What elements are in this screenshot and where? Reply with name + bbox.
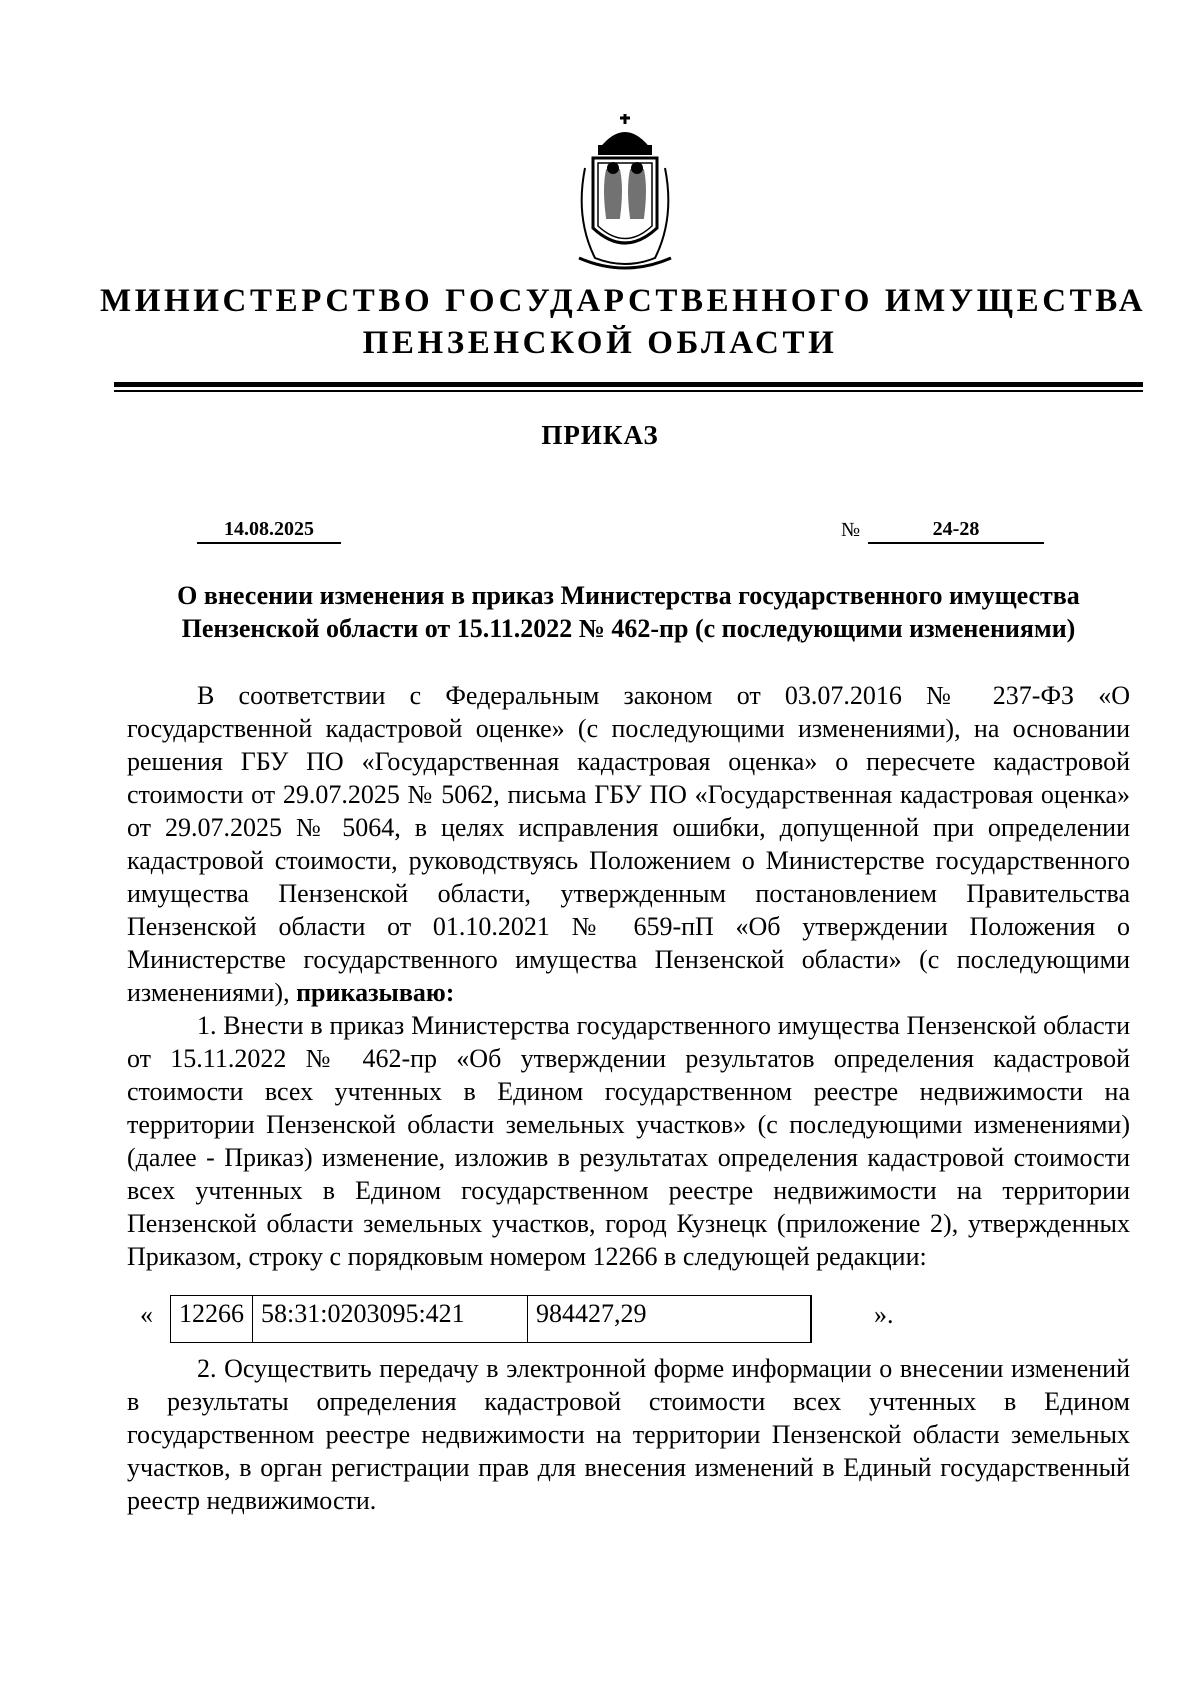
cell-row-number: 12266	[171, 1296, 253, 1343]
item-2-paragraph: 2. Осуществить передачу в электронной форме информации о внесении изменений в результаты определения кадастровой стоимости всех учтенных в Едином государственном реестре недвижимости на территории Пензенской области земельных участков, в орган регистрации прав для внесения изменений в Единый государственный реестр недвижимости.	[127, 1354, 1130, 1515]
quote-close: ».	[874, 1300, 894, 1329]
cell-cadastral-value: 984427,29	[528, 1296, 811, 1343]
order-subject-line2: Пензенской области от 15.11.2022 № 462-пр (с последующими изменениями)	[181, 614, 1076, 643]
document-type: ПРИКАЗ	[541, 420, 659, 450]
preamble-text: В соответствии с Федеральным законом от 03.07.2016 № 237-ФЗ «О государственной кадастровой оценке» (с последующими изменениями), на основании решения ГБУ ПО «Государственная кадастровая оценка» о пересчете кадастровой стоимости от 29.07.2025 № 5062, письма ГБУ ПО «Государственная кадастровая оценка» от 29.07.2025 № 5064, в целях исправления ошибки, допущенной при определении кадастровой стоимости, руководствуясь Положением о Министерстве государственного имущества Пензенской области, утвержденным постановлением Правительства Пензенской области от 01.10.2021 № 659-пП «Об утверждении Положения о Министерстве государственного имущества Пензенской области» (с последующими изменениями),	[127, 681, 1130, 1007]
order-date: 14.08.2025	[197, 516, 341, 544]
table-row	[171, 1296, 812, 1343]
preamble-paragraph	[127, 679, 1130, 1009]
cell-cadastral-number: 58:31:0203095:421	[253, 1296, 528, 1343]
order-number: 24-28	[868, 516, 1044, 544]
order-body	[127, 679, 1130, 1273]
amended-row-table	[170, 1295, 812, 1343]
ministry-name	[100, 280, 1147, 364]
ministry-name-line1: МИНИСТЕРСТВО ГОСУДАРСТВЕННОГО ИМУЩЕСТВА	[100, 283, 1147, 319]
order-subject-line1: О внесении изменения в приказ Министерства государственного имущества	[177, 581, 1080, 610]
header-thin-rule	[114, 390, 1143, 392]
ministry-name-line2: ПЕНЗЕНСКОЙ ОБЛАСТИ	[362, 325, 838, 361]
order-body-continued	[127, 1352, 1130, 1517]
order-subject	[114, 579, 1143, 645]
number-sign: №	[841, 519, 861, 541]
cell-empty	[811, 1296, 812, 1343]
preamble-order-word: приказываю:	[296, 978, 455, 1007]
header-thick-rule	[114, 382, 1143, 387]
coat-of-arms-icon	[565, 108, 685, 278]
item-1-paragraph: 1. Внести в приказ Министерства государственного имущества Пензенской области от 15.11.2022 № 462-пр «Об утверждении результатов определения кадастровой стоимости всех учтенных в Едином государственном реестре недвижимости на территории Пензенской области земельных участков» (с последующими изменениями) (далее - Приказ) изменение, изложив в результатах определения кадастровой стоимости всех учтенных в Едином государственном реестре недвижимости на территории Пензенской области земельных участков, город Кузнецк (приложение 2), утвержденных Приказом, строку с порядковым номером 12266 в следующей редакции:	[127, 1011, 1130, 1271]
quote-open: «	[140, 1300, 153, 1329]
